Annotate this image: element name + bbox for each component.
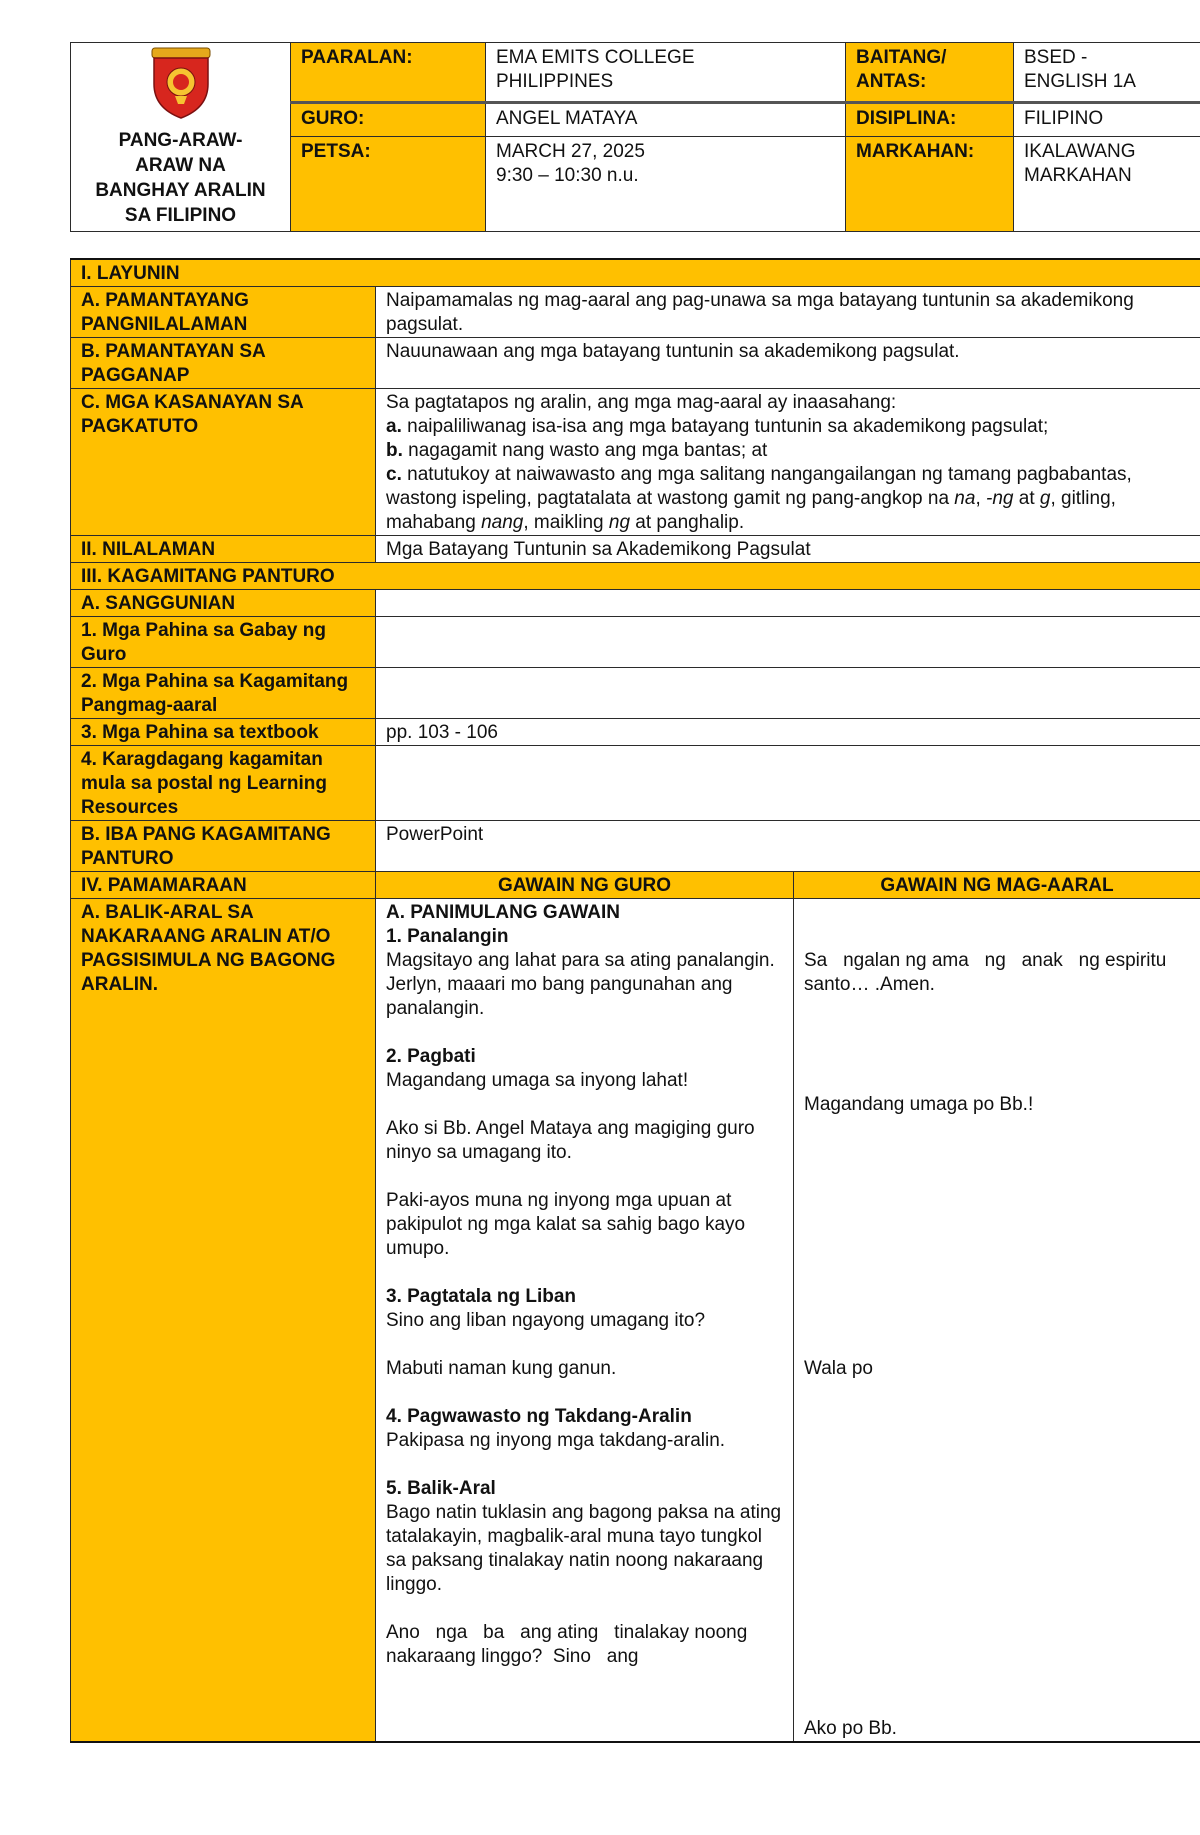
pagtatala-ng-liban-response: Wala po (804, 1358, 873, 1379)
baitang-value: BSED - ENGLISH 1A (1014, 43, 1200, 103)
sanggunian-label: A. SANGGUNIAN (71, 590, 376, 617)
pamantayang-pangnilalaman-label: A. PAMANTAYANG PANGNILALAMAN (71, 287, 376, 338)
section-kagamitang-panturo: III. KAGAMITANG PANTURO (71, 563, 1200, 590)
pagbati-text-1: Magandang umaga sa inyong lahat! (386, 1070, 689, 1091)
balik-aral-text-2: Ano nga ba ang ating tinalakay noong nakaraang linggo? Sino ang (386, 1622, 753, 1667)
lesson-plan-page (70, 42, 1200, 1743)
pagbati-text-2: Ako si Bb. Angel Mataya ang magiging guro ninyo sa umagang ito. (386, 1118, 755, 1163)
petsa-label: PETSA: (291, 137, 486, 232)
pagwawasto-title: 4. Pagwawasto ng Takdang-Aralin (386, 1406, 692, 1427)
textbook-label: 3. Mga Pahina sa textbook (71, 719, 376, 746)
petsa-value: MARCH 27, 2025 9:30 – 10:30 n.u. (486, 137, 846, 232)
markahan-label: MARKAHAN: (846, 137, 1014, 232)
lesson-plan-table (70, 258, 1200, 1743)
sanggunian-value (376, 590, 1200, 617)
balik-aral-title: 5. Balik-Aral (386, 1478, 496, 1499)
pamamaraan-label: IV. PAMAMARAAN (71, 872, 376, 899)
gawain-ng-mag-aaral-content (794, 899, 1200, 1743)
karagdagang-kagamitan-label: 4. Karagdagang kagamitan mula sa postal ng Learning Resources (71, 746, 376, 821)
guro-label: GURO: (291, 102, 486, 136)
kasanayan-item-a: a. naipaliliwanag isa-isa ang mga batayang tuntunin sa akademikong pagsulat; (386, 416, 1049, 437)
panalangin-response: Sa ngalan ng ama ng anak ng espiritu santo… .Amen. (804, 950, 1172, 995)
panalangin-title: 1. Panalangin (386, 926, 509, 947)
pagtatala-ng-liban-title: 3. Pagtatala ng Liban (386, 1286, 577, 1307)
school-seal-icon (148, 46, 214, 120)
pagtatala-ng-liban-text-2: Mabuti naman kung ganun. (386, 1358, 617, 1379)
kasanayan-item-b: b. nagagamit nang wasto ang mga bantas; at (386, 440, 768, 461)
gawain-ng-mag-aaral-header: GAWAIN NG MAG-AARAL (794, 872, 1200, 899)
school-logo-cell (71, 43, 291, 232)
balik-aral-text-1: Bago natin tuklasin ang bagong paksa na ating tatalakayin, magbalik-aral muna tayo tungkol sa paksang tinalakay natin noong nakaraang linggo. (386, 1502, 782, 1595)
balik-aral-response: Ako po Bb. (804, 1718, 897, 1739)
karagdagang-kagamitan-value (376, 746, 1200, 821)
gawain-ng-guro-content (376, 899, 794, 1743)
header-table (70, 42, 1200, 232)
kasanayan-sa-pagkatuto-label: C. MGA KASANAYAN SA PAGKATUTO (71, 389, 376, 536)
iba-pang-kagamitan-label: B. IBA PANG KAGAMITANG PANTURO (71, 821, 376, 872)
plan-title: PANG-ARAW- ARAW NA BANGHAY ARALIN SA FILIPINO (95, 130, 266, 226)
pagbati-text-3: Paki-ayos muna ng inyong mga upuan at pakipulot ng mga kalat sa sahig bago kayo umupo. (386, 1190, 746, 1259)
iba-pang-kagamitan-value: PowerPoint (376, 821, 1200, 872)
baitang-label: BAITANG/ ANTAS: (846, 43, 1014, 103)
pamantayan-sa-pagganap-label: B. PAMANTAYAN SA PAGGANAP (71, 338, 376, 389)
pamantayan-sa-pagganap-value: Nauunawaan ang mga batayang tuntunin sa akademikong pagsulat. (376, 338, 1200, 389)
balik-aral-label: A. BALIK-ARAL SA NAKARAANG ARALIN AT/O PAGSISIMULA NG BAGONG ARALIN. (71, 899, 376, 1743)
pagtatala-ng-liban-text-1: Sino ang liban ngayong umagang ito? (386, 1310, 706, 1331)
gawain-ng-guro-header: GAWAIN NG GURO (376, 872, 794, 899)
pagbati-response: Magandang umaga po Bb.! (804, 1094, 1034, 1115)
pamantayang-pangnilalaman-value: Naipamamalas ng mag-aaral ang pag-unawa sa mga batayang tuntunin sa akademikong pagsulat. (376, 287, 1200, 338)
kasanayan-intro: Sa pagtatapos ng aralin, ang mga mag-aaral ay inaasahang: (386, 392, 897, 413)
textbook-value: pp. 103 - 106 (376, 719, 1200, 746)
disiplina-label: DISIPLINA: (846, 102, 1014, 136)
kagamitang-pangmag-aaral-value (376, 668, 1200, 719)
section-layunin: I. LAYUNIN (71, 259, 1200, 287)
panimulang-gawain-title: A. PANIMULANG GAWAIN (386, 902, 620, 923)
paaralan-label: PAARALAN: (291, 43, 486, 103)
nilalaman-value: Mga Batayang Tuntunin sa Akademikong Pagsulat (376, 536, 1200, 563)
markahan-value: IKALAWANG MARKAHAN (1014, 137, 1200, 232)
nilalaman-label: II. NILALAMAN (71, 536, 376, 563)
kagamitang-pangmag-aaral-label: 2. Mga Pahina sa Kagamitang Pangmag-aaral (71, 668, 376, 719)
kasanayan-sa-pagkatuto-value (376, 389, 1200, 536)
disiplina-value: FILIPINO (1014, 102, 1200, 136)
gabay-ng-guro-label: 1. Mga Pahina sa Gabay ng Guro (71, 617, 376, 668)
kasanayan-item-c: c. natutukoy at naiwawasto ang mga salitang nangangailangan ng tamang pagbabantas, wastong ispeling, pagtatalata at wastong gamit ng pang-angkop na na, -ng at g, gitling, mahabang nang, maikling ng at panghalip. (386, 464, 1132, 533)
panalangin-text: Magsitayo ang lahat para sa ating panalangin. Jerlyn, maaari mo bang pangunahan ang panalangin. (386, 950, 775, 1019)
guro-value: ANGEL MATAYA (486, 102, 846, 136)
pagbati-title: 2. Pagbati (386, 1046, 476, 1067)
pagwawasto-text: Pakipasa ng inyong mga takdang-aralin. (386, 1430, 726, 1451)
gabay-ng-guro-value (376, 617, 1200, 668)
paaralan-value: EMA EMITS COLLEGE PHILIPPINES (486, 43, 846, 103)
